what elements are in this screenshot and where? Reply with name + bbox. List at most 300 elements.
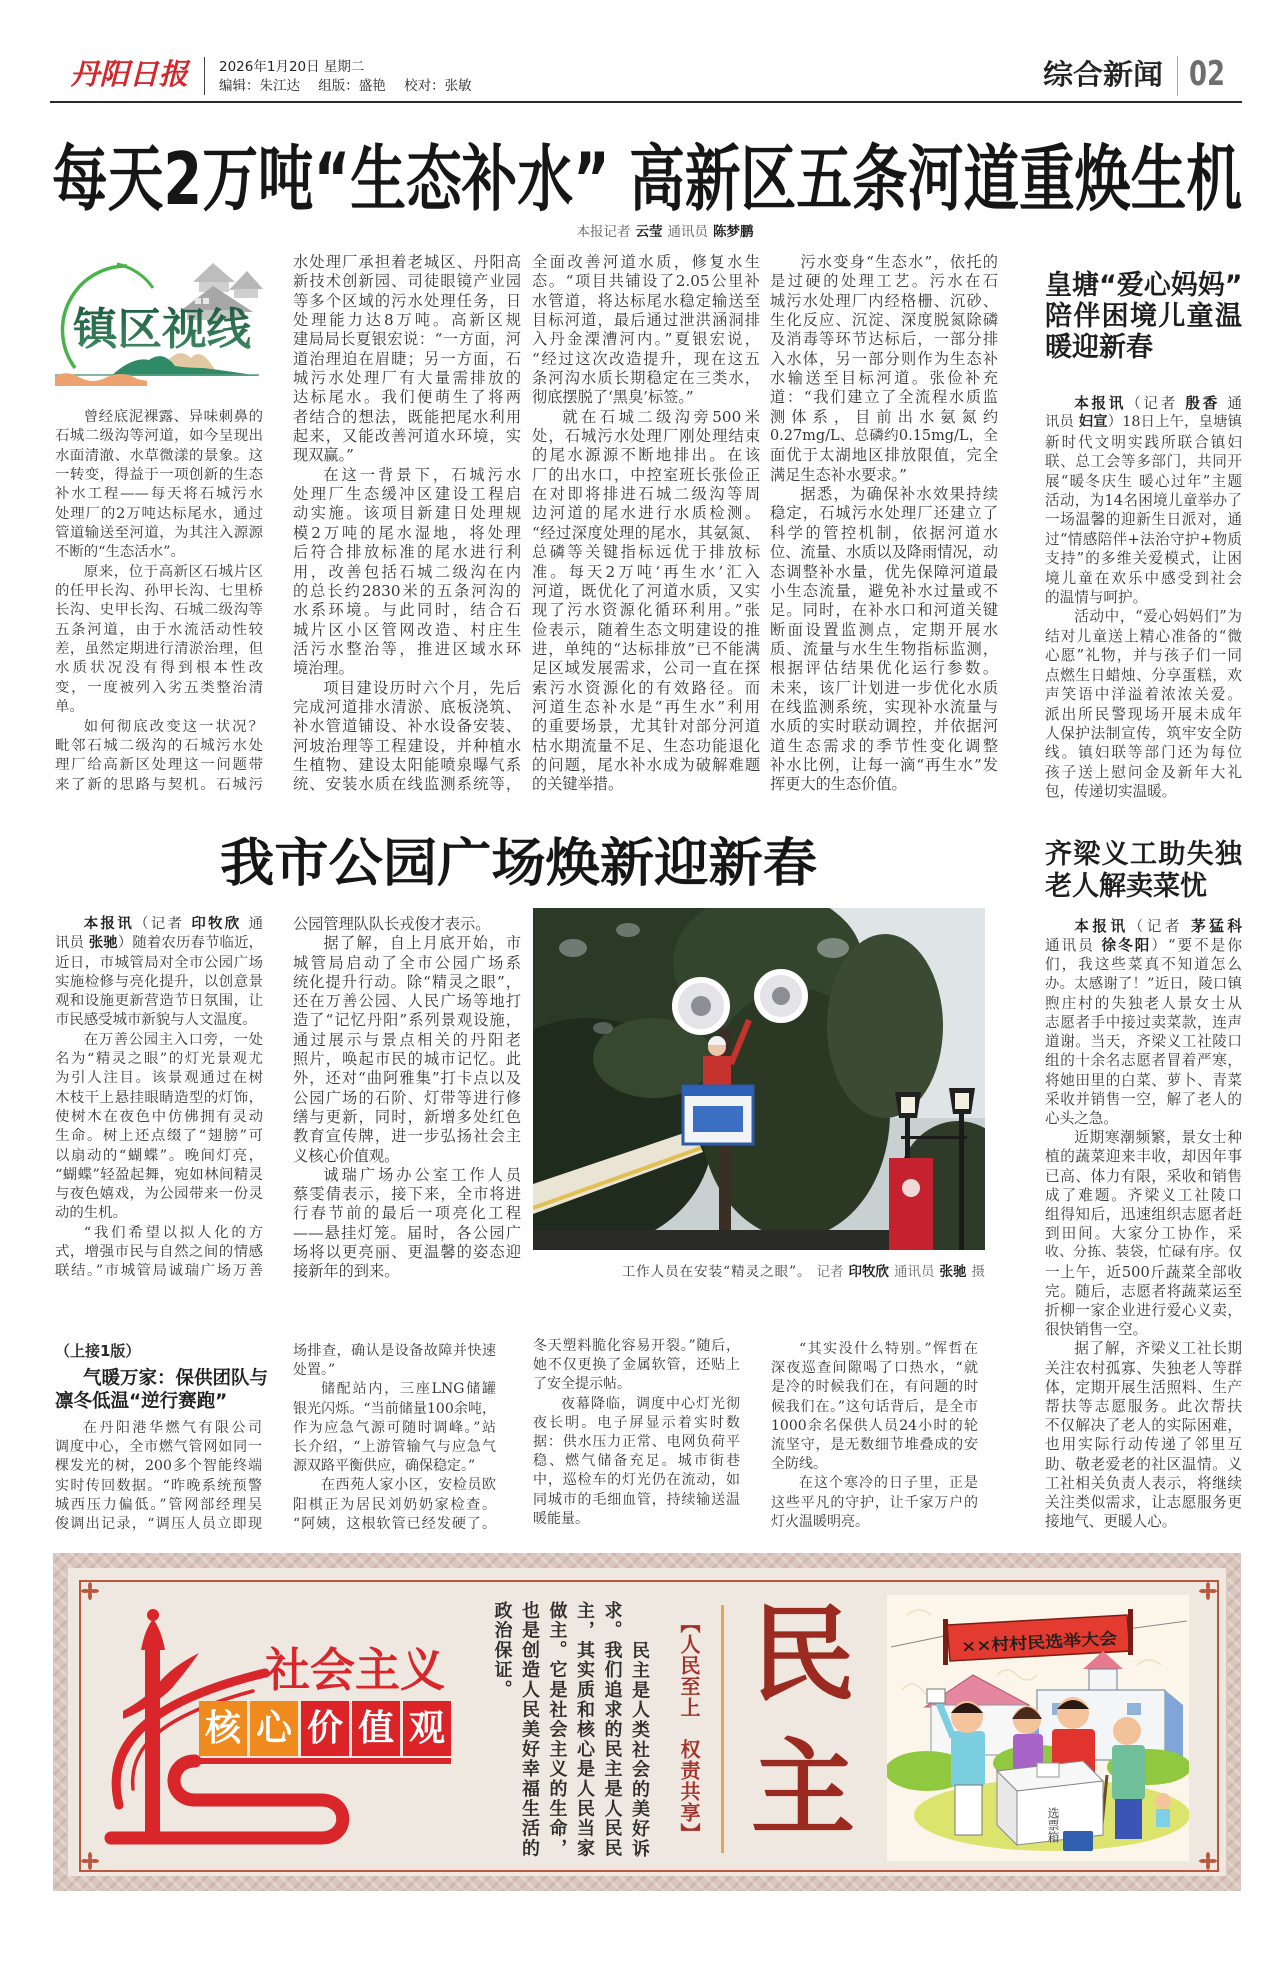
text-segment: 一转变，得益于一项创新的生态 — [55, 467, 263, 484]
text-segment: 科学的管控机制，依据河道水 — [770, 523, 998, 542]
text-segment: 面优于太湖地区排放限值，完全 — [770, 446, 998, 465]
text-segment: 夜长明。电子屏显示着实时数 — [533, 1414, 740, 1431]
text-segment: 道：“我们建立了全流程水质监 — [770, 388, 998, 407]
text-line — [770, 524, 998, 543]
text-line — [55, 1031, 263, 1050]
paragraph — [55, 563, 263, 718]
town-vision-column-logo — [53, 258, 263, 388]
text-line — [293, 775, 521, 794]
text-segment: 1000余名保供人员24小时的轮 — [771, 1417, 978, 1434]
paragraph — [293, 466, 521, 679]
text-segment: 帮扶等志愿服务。此次帮扶 — [1045, 1398, 1242, 1416]
text-segment: 毗邻石城二级沟的石城污水处 — [55, 737, 263, 754]
paragraph — [55, 915, 263, 1031]
continued-story-column-4 — [771, 1340, 978, 1532]
text-line — [55, 1089, 263, 1108]
text-line — [55, 1262, 263, 1281]
text-segment: 她不仅更换了金属软管，还贴上 — [533, 1357, 740, 1374]
text-segment: 管道输送至河道，为其注入源源 — [55, 525, 263, 542]
text-line — [533, 1337, 740, 1356]
text-line — [293, 330, 521, 349]
text-line — [1045, 452, 1242, 471]
text-line — [771, 1436, 978, 1455]
text-segment: （记者 — [1126, 395, 1186, 412]
text-line — [1045, 705, 1242, 724]
text-segment: 起来，又能改善河道水环境，实 — [293, 427, 521, 446]
text-line — [293, 640, 521, 659]
text-line — [293, 1011, 521, 1030]
text-segment: 五条河道，由于水流活动性较 — [55, 621, 263, 638]
text-line — [771, 1359, 978, 1378]
text-segment: 冬天塑料脆化容易开裂。”随后， — [533, 1338, 740, 1354]
paragraph — [532, 253, 760, 408]
text-segment: 式，增强市民与自然之间的情感 — [55, 1244, 263, 1261]
text-segment: 态。“项目共铺设了2.05公里补 — [532, 272, 760, 291]
text-line — [532, 601, 760, 620]
text-line — [532, 446, 760, 465]
text-segment: 处理厂的2万吨达标尾水，通过 — [55, 505, 263, 522]
banner-accent-line — [721, 1605, 724, 1853]
text-line — [293, 1166, 521, 1185]
text-line — [293, 582, 521, 601]
text-line — [770, 330, 998, 349]
text-line — [55, 601, 263, 620]
sidebar-1-headline — [1045, 270, 1242, 363]
text-segment: “经过这次改造提升，现在这五 — [532, 349, 760, 368]
text-segment: 统化提升行动。除“精灵之眼”， — [293, 972, 521, 991]
text-line — [55, 524, 263, 543]
text-segment: 条河沟水质长期稳定在三类水， — [532, 369, 760, 388]
text-line — [55, 427, 263, 446]
text-segment: 曾经底泥裸露、异味刺鼻的 — [83, 409, 263, 425]
text-segment: 水处理厂承担着老城区、丹阳高 — [293, 253, 521, 271]
text-line — [55, 659, 263, 678]
text-segment: 境儿童在欢乐中感受到社会 — [1045, 569, 1242, 587]
text-segment: 动的生机。 — [55, 1205, 127, 1222]
text-line — [1045, 685, 1242, 704]
text-segment: 新技术创新园、司徒眼镜产业园 — [293, 272, 521, 291]
text-segment: 很快销售一空。 — [1045, 1321, 1148, 1339]
text-segment: 助、敬老爱老的社区温情。义 — [1045, 1455, 1242, 1473]
text-segment: 通讯员 — [1045, 937, 1102, 955]
text-segment: 诚瑞广场办公室工作人员 — [323, 1165, 521, 1184]
text-segment: 与夜色嬉戏，为公园带来一份灵 — [55, 1186, 263, 1203]
text-line — [533, 1510, 740, 1529]
text-line — [293, 1185, 521, 1204]
text-segment: 小生态流量，避免补水过量或不 — [770, 581, 998, 600]
text-segment: 0.27mg/L、总磷约0.15mg/L，全 — [770, 428, 998, 445]
paragraph — [55, 408, 263, 563]
text-line — [1045, 627, 1242, 646]
text-line — [293, 1127, 521, 1146]
text-segment: 行春节前的最后一项亮化工程 — [293, 1204, 521, 1223]
text-segment: 总磷等关键指标远优于排放标 — [532, 543, 760, 562]
text-segment: 中，巡检车的灯光仍在流动，如 — [533, 1472, 740, 1489]
text-segment: 木枝干上悬挂眼睛造型的灯饰， — [55, 1089, 263, 1106]
text-line — [770, 775, 998, 794]
text-segment: 联、总工会等多部门，共同开 — [1045, 453, 1242, 471]
text-line — [293, 934, 521, 953]
text-segment: 据了解，齐梁义工社长期 — [1074, 1340, 1242, 1358]
text-line — [1045, 1167, 1242, 1186]
text-line — [532, 543, 760, 562]
text-segment: 人保护法制宣传，筑牢安全防 — [1045, 724, 1242, 742]
text-segment: 讯员 — [1045, 414, 1079, 431]
text-segment: 石城二级沟等河道，如今呈现出 — [55, 428, 263, 445]
text-segment: 在西苑人家小区，安检员欧 — [321, 1477, 496, 1494]
sidebar-2-body — [1045, 917, 1242, 1532]
text-line — [55, 737, 263, 756]
text-segment: 处理能力达8万吨。高新区规 — [293, 311, 521, 330]
text-line — [770, 292, 998, 311]
text-segment: 目标河道，最后通过泄洪涵洞排 — [532, 311, 760, 330]
text-line — [532, 369, 760, 388]
text-line — [1045, 994, 1242, 1013]
text-line — [55, 1050, 263, 1069]
text-line — [1045, 724, 1242, 743]
text-segment: 达标尾水。我们便萌生了将两 — [293, 388, 521, 407]
text-line — [293, 621, 521, 640]
text-line — [293, 388, 521, 407]
text-line — [1045, 975, 1242, 994]
text-line — [770, 504, 998, 523]
text-segment: 棵发光的树，200多个智能终端 — [55, 1458, 262, 1475]
text-segment: 办。太感谢了！”近日，陵口镇 — [1045, 975, 1242, 992]
text-line — [532, 504, 760, 523]
text-line — [55, 1147, 263, 1166]
text-segment: 缮与更新，同时，新增多处红色 — [293, 1107, 521, 1126]
text-segment: 新时代文明实践所联合镇妇 — [1045, 433, 1242, 451]
election-sign-text: ××村村民选举大会 — [960, 1629, 1101, 1656]
text-segment: 夜幕降临，调度中心灯光彻 — [561, 1395, 740, 1412]
text-segment: 河坡治理等工程建设，并种植水 — [293, 736, 521, 755]
text-line — [293, 311, 521, 330]
paragraph — [293, 1342, 496, 1380]
text-line — [771, 1417, 978, 1436]
text-segment: 城片区小区管网改造、村庄生 — [293, 620, 521, 639]
continued-from-label: （上接1版） — [55, 1342, 141, 1360]
text-segment: 过“情感陪伴+法治守护+物质 — [1045, 530, 1242, 548]
text-line — [771, 1378, 978, 1397]
text-line — [55, 563, 263, 582]
core-values-char: 值 — [352, 1701, 400, 1756]
text-segment: 线。镇妇联等部门还为每位 — [1045, 744, 1242, 762]
text-segment: 徐冬阳 — [1101, 937, 1152, 955]
column-logo-title: 镇区视线 — [73, 304, 253, 355]
text-line — [532, 698, 760, 717]
text-line — [293, 1476, 496, 1495]
paragraph — [770, 253, 998, 485]
text-line — [771, 1513, 978, 1532]
text-segment: 的问题，尾水补水成为破解难题 — [532, 755, 760, 774]
text-segment: 支持”的多维关爱模式，让困 — [1045, 550, 1242, 568]
text-segment: 补水工程——每天将石城污水 — [55, 486, 263, 503]
text-line — [55, 1011, 263, 1030]
text-line — [1045, 1090, 1242, 1109]
text-line — [532, 717, 760, 736]
text-line — [293, 1224, 521, 1243]
text-line — [293, 756, 521, 775]
text-line — [1045, 666, 1242, 685]
headline-line: 暖迎新春 — [1045, 332, 1153, 363]
text-line — [1045, 1359, 1242, 1378]
text-segment: 组得知后，迅速组织志愿者赶 — [1045, 1206, 1242, 1224]
text-line — [293, 1262, 521, 1281]
text-line — [770, 311, 998, 330]
byline-reporter-label: 本报记者 — [576, 224, 631, 240]
text-segment: 关注农村孤寡、失独老人等群 — [1045, 1359, 1242, 1377]
text-line — [532, 485, 760, 504]
text-segment: 进，单纯的“达标排放”已不能满 — [532, 639, 760, 658]
red-banner-icon — [889, 1158, 933, 1250]
text-segment: ）“要不是你 — [1151, 937, 1242, 955]
headline-line: 老人解卖菜忧 — [1045, 871, 1207, 902]
banner-slogan-socialism: 社会主义 — [265, 1643, 445, 1697]
text-segment: 活污水整治等，推进区域水环 — [293, 639, 521, 658]
text-segment: 足区域发展需求，公司一直在探 — [532, 659, 760, 678]
text-line — [293, 1069, 521, 1088]
text-line — [533, 1395, 740, 1414]
text-segment: 心愿”礼物，并与孩子们一同 — [1045, 647, 1242, 665]
text-segment: 讯员 — [55, 935, 89, 952]
text-segment: 处置。” — [293, 1362, 336, 1379]
text-segment: 组的十余名志愿者冒着严寒， — [1045, 1052, 1242, 1070]
text-segment: ——悬挂灯笼。届时，各公园广 — [293, 1223, 521, 1242]
text-segment: “蝴蝶”轻盈起舞，宛如林间精灵 — [55, 1166, 263, 1183]
text-segment: 根据评估结果优化运行参数。 — [770, 659, 998, 678]
text-line — [293, 601, 521, 620]
text-line — [293, 1108, 521, 1127]
text-segment: 入丹金溧漕河内。”夏银宏说， — [532, 330, 760, 349]
text-line — [770, 659, 998, 678]
text-segment: 派出所民警现场开展未成年 — [1045, 705, 1242, 723]
text-line — [1045, 607, 1242, 626]
text-line — [55, 1166, 263, 1185]
text-segment: 足。同时，在补水口和河道关键 — [770, 601, 998, 620]
page-number: 02 — [1189, 54, 1225, 94]
text-line — [1045, 1224, 1242, 1243]
text-segment: 通 — [1220, 395, 1242, 412]
paragraph — [55, 718, 263, 795]
text-segment: 境治理。 — [293, 659, 354, 678]
text-segment: 现了污水资源化循环利用。”张 — [532, 601, 760, 620]
text-segment: 道治理迫在眉睫；另一方面，石 — [293, 349, 521, 368]
text-line — [1045, 1186, 1242, 1205]
text-segment: 源双路平衡供应，确保稳定。” — [293, 1458, 476, 1475]
text-line — [1045, 955, 1242, 974]
text-segment: 水质状况没有得到根本性改 — [55, 660, 263, 677]
text-line — [532, 640, 760, 659]
text-line — [55, 485, 263, 504]
text-line — [293, 1515, 496, 1534]
text-line — [770, 737, 998, 756]
text-segment: 义核心价值观。 — [293, 1146, 400, 1165]
text-line — [55, 679, 263, 698]
text-line — [293, 737, 521, 756]
text-segment: 本报讯 — [1074, 918, 1129, 935]
text-segment: 包，传递切实温暖。 — [1045, 783, 1177, 801]
text-segment: 调度中心，全市燃气管网如同一 — [55, 1439, 262, 1456]
text-line — [293, 350, 521, 369]
text-segment: 城污水处理厂内经格栅、沉砂、 — [770, 291, 998, 310]
text-segment: 志愿者手中接过卖菜款，连声 — [1045, 1014, 1242, 1032]
text-segment: 建局局长夏银宏说：“一方面，河 — [293, 330, 521, 349]
text-line — [1045, 1243, 1242, 1262]
text-segment: 河道生态补水是“再生水”利用 — [532, 697, 760, 716]
text-segment: 市民感受城市新貌与人文温度。 — [55, 1012, 257, 1029]
text-line — [770, 679, 998, 698]
text-line — [1045, 1205, 1242, 1224]
text-segment: 道谢。当天，齐梁义工社陵口 — [1045, 1033, 1242, 1051]
text-segment: 是冷的时候我们在，有问题的时 — [771, 1379, 978, 1396]
text-segment: 成了难题。齐梁义工社陵口 — [1045, 1186, 1242, 1204]
text-line — [532, 466, 760, 485]
park-story-headline: 我市公园广场焕新迎新春 — [220, 834, 817, 894]
text-line — [293, 698, 521, 717]
text-segment: 煦庄村的失独老人景女士从 — [1045, 994, 1242, 1012]
text-line — [770, 427, 998, 446]
text-segment: 将她田里的白菜、萝卜、青菜 — [1045, 1071, 1242, 1089]
text-segment: 是过硬的处理工艺。污水在石 — [770, 272, 998, 291]
text-line — [770, 543, 998, 562]
text-line — [55, 447, 263, 466]
masthead-divider — [204, 57, 205, 95]
text-line — [1045, 782, 1242, 801]
byline-correspondent-label: 通讯员 — [667, 224, 708, 240]
text-line — [293, 659, 521, 678]
text-line — [770, 563, 998, 582]
text-segment: 原来，位于高新区石城片区 — [83, 563, 263, 580]
text-segment: 完成河道排水清淤、底板浇筑、 — [293, 697, 521, 716]
text-line — [532, 292, 760, 311]
paragraph — [532, 408, 760, 795]
text-segment: 蔡雯倩表示，接下来，全市将进 — [293, 1185, 521, 1204]
text-segment: 银光闪烁。“当前储量100余吨， — [293, 1400, 496, 1417]
text-line — [293, 253, 521, 272]
text-line — [532, 311, 760, 330]
ballot-box-label: 选票箱 — [1046, 1807, 1060, 1843]
text-line — [1045, 1339, 1242, 1358]
text-line — [293, 292, 521, 311]
text-segment: 污水变身“生态水”，依托的 — [800, 253, 998, 271]
text-line — [1045, 646, 1242, 665]
core-values-char: 观 — [403, 1701, 451, 1756]
mountain-icon — [55, 353, 259, 386]
text-segment: 心头之急。 — [1045, 1110, 1118, 1128]
paragraph — [1045, 607, 1242, 801]
text-segment: 点燃生日蜡烛、分享蛋糕，欢 — [1045, 666, 1242, 684]
subhead-line: 凛冬低温“逆行赛跑” — [55, 1391, 228, 1412]
paragraph — [1045, 394, 1242, 607]
text-segment: “其实没什么特别。”恽哲在 — [799, 1341, 978, 1357]
text-segment: 同城市的毛细血管，持续输送温 — [533, 1491, 740, 1508]
text-segment: 的任甲长沟、孙甲长沟、七里桥 — [55, 583, 263, 600]
text-line — [1045, 1128, 1242, 1147]
text-line — [293, 1438, 496, 1457]
text-line — [532, 253, 760, 272]
text-segment: 在对即将排进石城二级沟等周 — [532, 485, 760, 504]
text-segment: 全防线。 — [771, 1456, 827, 1473]
text-line — [293, 1496, 496, 1515]
ballot-box-icon — [997, 1761, 1103, 1851]
text-segment: 城污水处理厂有大量需排放的 — [293, 369, 521, 388]
paragraph — [1045, 1339, 1242, 1531]
core-values-banner — [53, 1553, 1241, 1891]
text-line — [1045, 549, 1242, 568]
text-line — [1045, 569, 1242, 588]
text-segment: 水管道，将达标尾水稳定输送至 — [532, 291, 760, 310]
text-line — [1045, 1455, 1242, 1474]
text-line — [55, 1515, 262, 1534]
text-segment: （记者 — [1128, 918, 1192, 935]
text-line — [55, 1069, 263, 1088]
paragraph — [55, 1224, 263, 1282]
text-segment: 折柳一家企业进行爱心义卖， — [1045, 1302, 1242, 1320]
news-photo — [533, 908, 985, 1250]
text-segment: ）随着农历春节临近， — [117, 935, 263, 952]
text-line — [533, 1452, 740, 1471]
text-segment: 测体系，目前出水氨氮约 — [770, 407, 998, 426]
text-segment: 实施检修与亮化提升，以创意景 — [55, 973, 263, 990]
text-line — [771, 1340, 978, 1359]
text-segment: 完。随后，志愿者将蔬菜运至 — [1045, 1282, 1242, 1300]
text-line — [55, 718, 263, 737]
text-line — [1045, 1435, 1242, 1454]
text-line — [293, 1342, 496, 1361]
text-line — [1045, 530, 1242, 549]
text-line — [1045, 510, 1242, 529]
text-segment: 准。每天2万吨‘再生水’汇入 — [532, 562, 760, 581]
text-line — [293, 1419, 496, 1438]
text-line — [532, 582, 760, 601]
text-segment: ）18日上午，皇塘镇 — [1107, 414, 1243, 431]
text-segment: 态调整补水量，优先保障河道最 — [770, 562, 998, 581]
lead-byline — [540, 223, 790, 241]
text-segment: 一场温馨的迎新生日派对，通 — [1045, 511, 1242, 529]
vertical-text-column: 求。我们追求的民主是人民民 — [601, 1601, 623, 1859]
headline-line: 齐梁义工助失独 — [1045, 839, 1242, 870]
paragraph — [293, 915, 521, 934]
text-line — [293, 427, 521, 446]
text-line — [1045, 1493, 1242, 1512]
text-segment: 及消毒等环节达标后，一部分排 — [770, 330, 998, 349]
text-segment: 妇宣 — [1078, 414, 1108, 431]
text-segment: 茅猛科 — [1191, 918, 1242, 935]
paragraph — [293, 679, 521, 795]
text-line — [293, 717, 521, 736]
text-segment: 的总长约2830米的五条河沟的 — [293, 581, 521, 600]
text-line — [532, 563, 760, 582]
text-line — [293, 1243, 521, 1262]
text-segment: 等多个区域的污水处理任务，日 — [293, 291, 521, 310]
text-segment: 处，石城污水处理厂刚处理结束 — [532, 427, 760, 446]
text-line — [55, 756, 263, 775]
photo-credit — [812, 1264, 986, 1280]
text-segment: 实时传回数据。“昨晚系统预警 — [55, 1477, 262, 1494]
text-line — [1045, 936, 1242, 955]
text-line — [1045, 1512, 1242, 1531]
text-line — [293, 408, 521, 427]
text-segment: 在这一背景下，石城污水 — [323, 465, 521, 484]
text-line — [55, 640, 263, 659]
text-line — [533, 1375, 740, 1394]
text-segment: 稳定，石城污水处理厂还建立了 — [770, 504, 998, 523]
text-line — [293, 524, 521, 543]
text-segment: 近期寒潮频繁，景女士种 — [1074, 1129, 1242, 1147]
credit-correspondent: 张驰 — [939, 1264, 967, 1280]
text-segment: 外，还对“曲阿雅集”打卡点以及 — [293, 1069, 521, 1088]
text-line — [1045, 433, 1242, 452]
